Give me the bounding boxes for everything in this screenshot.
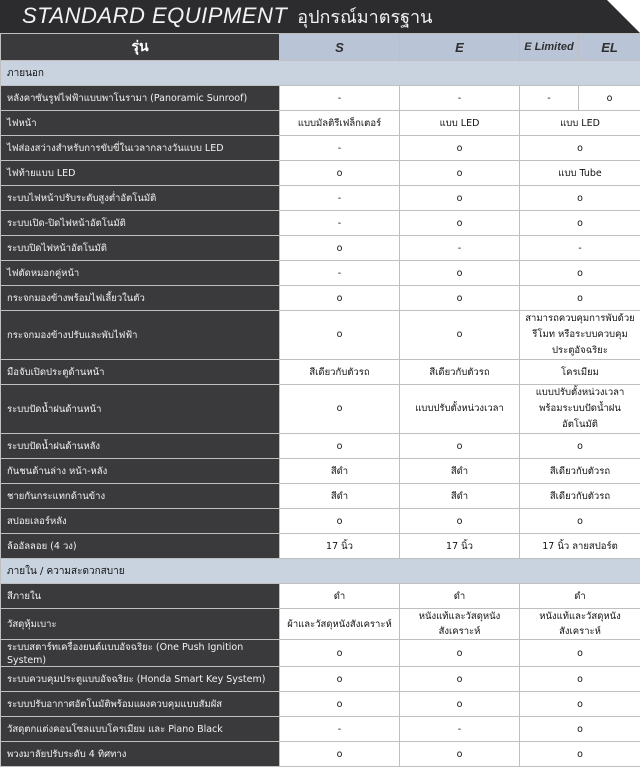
value-cell: o xyxy=(280,286,400,311)
feature-label: กระจกมองข้างพร้อมไฟเลี้ยวในตัว xyxy=(1,286,280,311)
value-cell: แบบมัลติรีเฟล็กเตอร์ xyxy=(280,111,400,136)
value-cell: o xyxy=(400,136,520,161)
value-cell: o xyxy=(400,261,520,286)
value-cell: o xyxy=(520,261,640,286)
value-cell: - xyxy=(520,86,579,111)
value-cell: o xyxy=(520,186,640,211)
feature-label: ระบบปัดน้ำฝนด้านหน้า xyxy=(1,385,280,434)
table-row xyxy=(1,311,640,360)
value-cell: สีเดียวกับตัวรถ xyxy=(400,360,520,385)
value-cell: o xyxy=(280,236,400,261)
table-row xyxy=(1,161,640,186)
feature-label: พวงมาลัยปรับระดับ 4 ทิศทาง xyxy=(1,742,280,767)
value-cell: o xyxy=(400,667,520,692)
value-cell: o xyxy=(400,692,520,717)
table-row xyxy=(1,286,640,311)
value-cell: - xyxy=(280,717,400,742)
grade-el: EL xyxy=(579,34,640,61)
table-row xyxy=(1,534,640,559)
value-cell: o xyxy=(400,286,520,311)
value-cell: o xyxy=(520,434,640,459)
value-cell: o xyxy=(400,186,520,211)
value-cell: o xyxy=(520,211,640,236)
feature-label: สปอยเลอร์หลัง xyxy=(1,509,280,534)
table-row xyxy=(1,186,640,211)
value-cell: o xyxy=(520,136,640,161)
value-cell: o xyxy=(520,286,640,311)
model-header: รุ่น xyxy=(1,34,280,61)
feature-label: ระบบปัดน้ำฝนด้านหลัง xyxy=(1,434,280,459)
grade-e: E xyxy=(400,34,520,61)
feature-label: ระบบปิดไฟหน้าอัตโนมัติ xyxy=(1,236,280,261)
value-cell: o xyxy=(400,640,520,667)
value-cell: ดำ xyxy=(400,584,520,609)
feature-label: กันชนด้านล่าง หน้า-หลัง xyxy=(1,459,280,484)
value-cell: โครเมียม xyxy=(520,360,640,385)
value-cell: สีดำ xyxy=(400,459,520,484)
value-cell: o xyxy=(520,692,640,717)
grade-s: S xyxy=(280,34,400,61)
section-header: ภายใน / ความสะดวกสบาย xyxy=(1,559,640,584)
table-row xyxy=(1,692,640,717)
feature-label: ระบบไฟหน้าปรับระดับสูงต่ำอัตโนมัติ xyxy=(1,186,280,211)
value-cell: - xyxy=(280,86,400,111)
feature-label: วัสดุหุ้มเบาะ xyxy=(1,609,280,640)
feature-label: ไฟตัดหมอกคู่หน้า xyxy=(1,261,280,286)
value-cell: o xyxy=(400,211,520,236)
table-row xyxy=(1,742,640,767)
value-cell: 17 นิ้ว ลายสปอร์ต xyxy=(520,534,640,559)
table-row xyxy=(1,360,640,385)
table-row xyxy=(1,261,640,286)
value-cell: แบบปรับตั้งหน่วงเวลา xyxy=(400,385,520,434)
value-cell: สีเดียวกับตัวรถ xyxy=(280,360,400,385)
table-row xyxy=(1,136,640,161)
table-row xyxy=(1,111,640,136)
value-cell: สีดำ xyxy=(400,484,520,509)
feature-label: ล้ออัลลอย (4 วง) xyxy=(1,534,280,559)
table-row xyxy=(1,609,640,640)
value-cell: ผ้าและวัสดุหนังสังเคราะห์ xyxy=(280,609,400,640)
value-cell: - xyxy=(280,136,400,161)
value-cell: o xyxy=(579,86,640,111)
page-title: STANDARD EQUIPMENT อุปกรณ์มาตรฐาน xyxy=(22,2,432,31)
table-row xyxy=(1,584,640,609)
value-cell: 17 นิ้ว xyxy=(400,534,520,559)
section-header: ภายนอก xyxy=(1,61,640,86)
feature-label: ไฟท้ายแบบ LED xyxy=(1,161,280,186)
value-cell: o xyxy=(520,717,640,742)
value-cell: หนังแท้และวัสดุหนังสังเคราะห์ xyxy=(400,609,520,640)
value-cell: - xyxy=(520,236,640,261)
value-cell: o xyxy=(280,692,400,717)
feature-label: หลังคาซันรูฟไฟฟ้าแบบพาโนรามา (Panoramic Sunroof) xyxy=(1,86,280,111)
value-cell: - xyxy=(280,186,400,211)
value-cell: o xyxy=(520,640,640,667)
value-cell: สีดำ xyxy=(280,484,400,509)
feature-label: ไฟหน้า xyxy=(1,111,280,136)
value-cell: o xyxy=(520,742,640,767)
table-row xyxy=(1,717,640,742)
value-cell: - xyxy=(400,236,520,261)
feature-label: วัสดุตกแต่งคอนโซลแบบโครเมียม และ Piano Black xyxy=(1,717,280,742)
value-cell: o xyxy=(280,434,400,459)
value-cell: o xyxy=(280,385,400,434)
table-row xyxy=(1,236,640,261)
value-cell: o xyxy=(280,509,400,534)
value-cell: o xyxy=(520,509,640,534)
feature-label: มือจับเปิดประตูด้านหน้า xyxy=(1,360,280,385)
value-cell: สีเดียวกับตัวรถ xyxy=(520,459,640,484)
value-cell: o xyxy=(280,640,400,667)
table-row xyxy=(1,459,640,484)
table-row xyxy=(1,640,640,667)
table-row xyxy=(1,385,640,434)
value-cell: แบบ Tube xyxy=(520,161,640,186)
feature-label: ไฟส่องสว่างสำหรับการขับขี่ในเวลากลางวันแบบ LED xyxy=(1,136,280,161)
feature-label: กระจกมองข้างปรับและพับไฟฟ้า xyxy=(1,311,280,360)
value-cell: ดำ xyxy=(520,584,640,609)
value-cell: o xyxy=(400,742,520,767)
value-cell: ดำ xyxy=(280,584,400,609)
page-header xyxy=(0,0,640,33)
feature-label: ระบบควบคุมประตูแบบอัจฉริยะ (Honda Smart Key System) xyxy=(1,667,280,692)
value-cell: แบบ LED xyxy=(400,111,520,136)
value-cell: o xyxy=(400,509,520,534)
table-row xyxy=(1,86,640,111)
value-cell: o xyxy=(520,667,640,692)
grade-e-limited: E Limited xyxy=(520,34,579,61)
value-cell: o xyxy=(280,161,400,186)
table-row xyxy=(1,667,640,692)
value-cell: - xyxy=(280,211,400,236)
header-corner-cut xyxy=(607,0,640,33)
value-cell: - xyxy=(280,261,400,286)
value-cell: - xyxy=(400,717,520,742)
table-row xyxy=(1,434,640,459)
value-cell: สีเดียวกับตัวรถ xyxy=(520,484,640,509)
feature-label: ชายกันกระแทกด้านข้าง xyxy=(1,484,280,509)
value-cell: - xyxy=(400,86,520,111)
value-cell: o xyxy=(280,667,400,692)
value-cell: o xyxy=(280,742,400,767)
table-row xyxy=(1,484,640,509)
equipment-table xyxy=(0,33,640,767)
value-cell: o xyxy=(400,161,520,186)
value-cell: o xyxy=(400,311,520,360)
table-row xyxy=(1,509,640,534)
feature-label: ระบบสตาร์ทเครื่องยนต์แบบอัจฉริยะ (One Push Ignition System) xyxy=(1,640,280,667)
feature-label: ระบบปรับอากาศอัตโนมัติพร้อมแผงควบคุมแบบสัมผัส xyxy=(1,692,280,717)
value-cell: สีดำ xyxy=(280,459,400,484)
value-cell: o xyxy=(400,434,520,459)
value-cell: หนังแท้และวัสดุหนังสังเคราะห์ xyxy=(520,609,640,640)
value-cell: 17 นิ้ว xyxy=(280,534,400,559)
feature-label: สีภายใน xyxy=(1,584,280,609)
table-row xyxy=(1,211,640,236)
feature-label: ระบบเปิด-ปิดไฟหน้าอัตโนมัติ xyxy=(1,211,280,236)
value-cell: o xyxy=(280,311,400,360)
value-cell: สามารถควบคุมการพับด้วยรีโมท หรือระบบควบคุมประตูอัจฉริยะ xyxy=(520,311,640,360)
value-cell: แบบปรับตั้งหน่วงเวลา พร้อมระบบปัดน้ำฝนอัตโนมัติ xyxy=(520,385,640,434)
value-cell: แบบ LED xyxy=(520,111,640,136)
